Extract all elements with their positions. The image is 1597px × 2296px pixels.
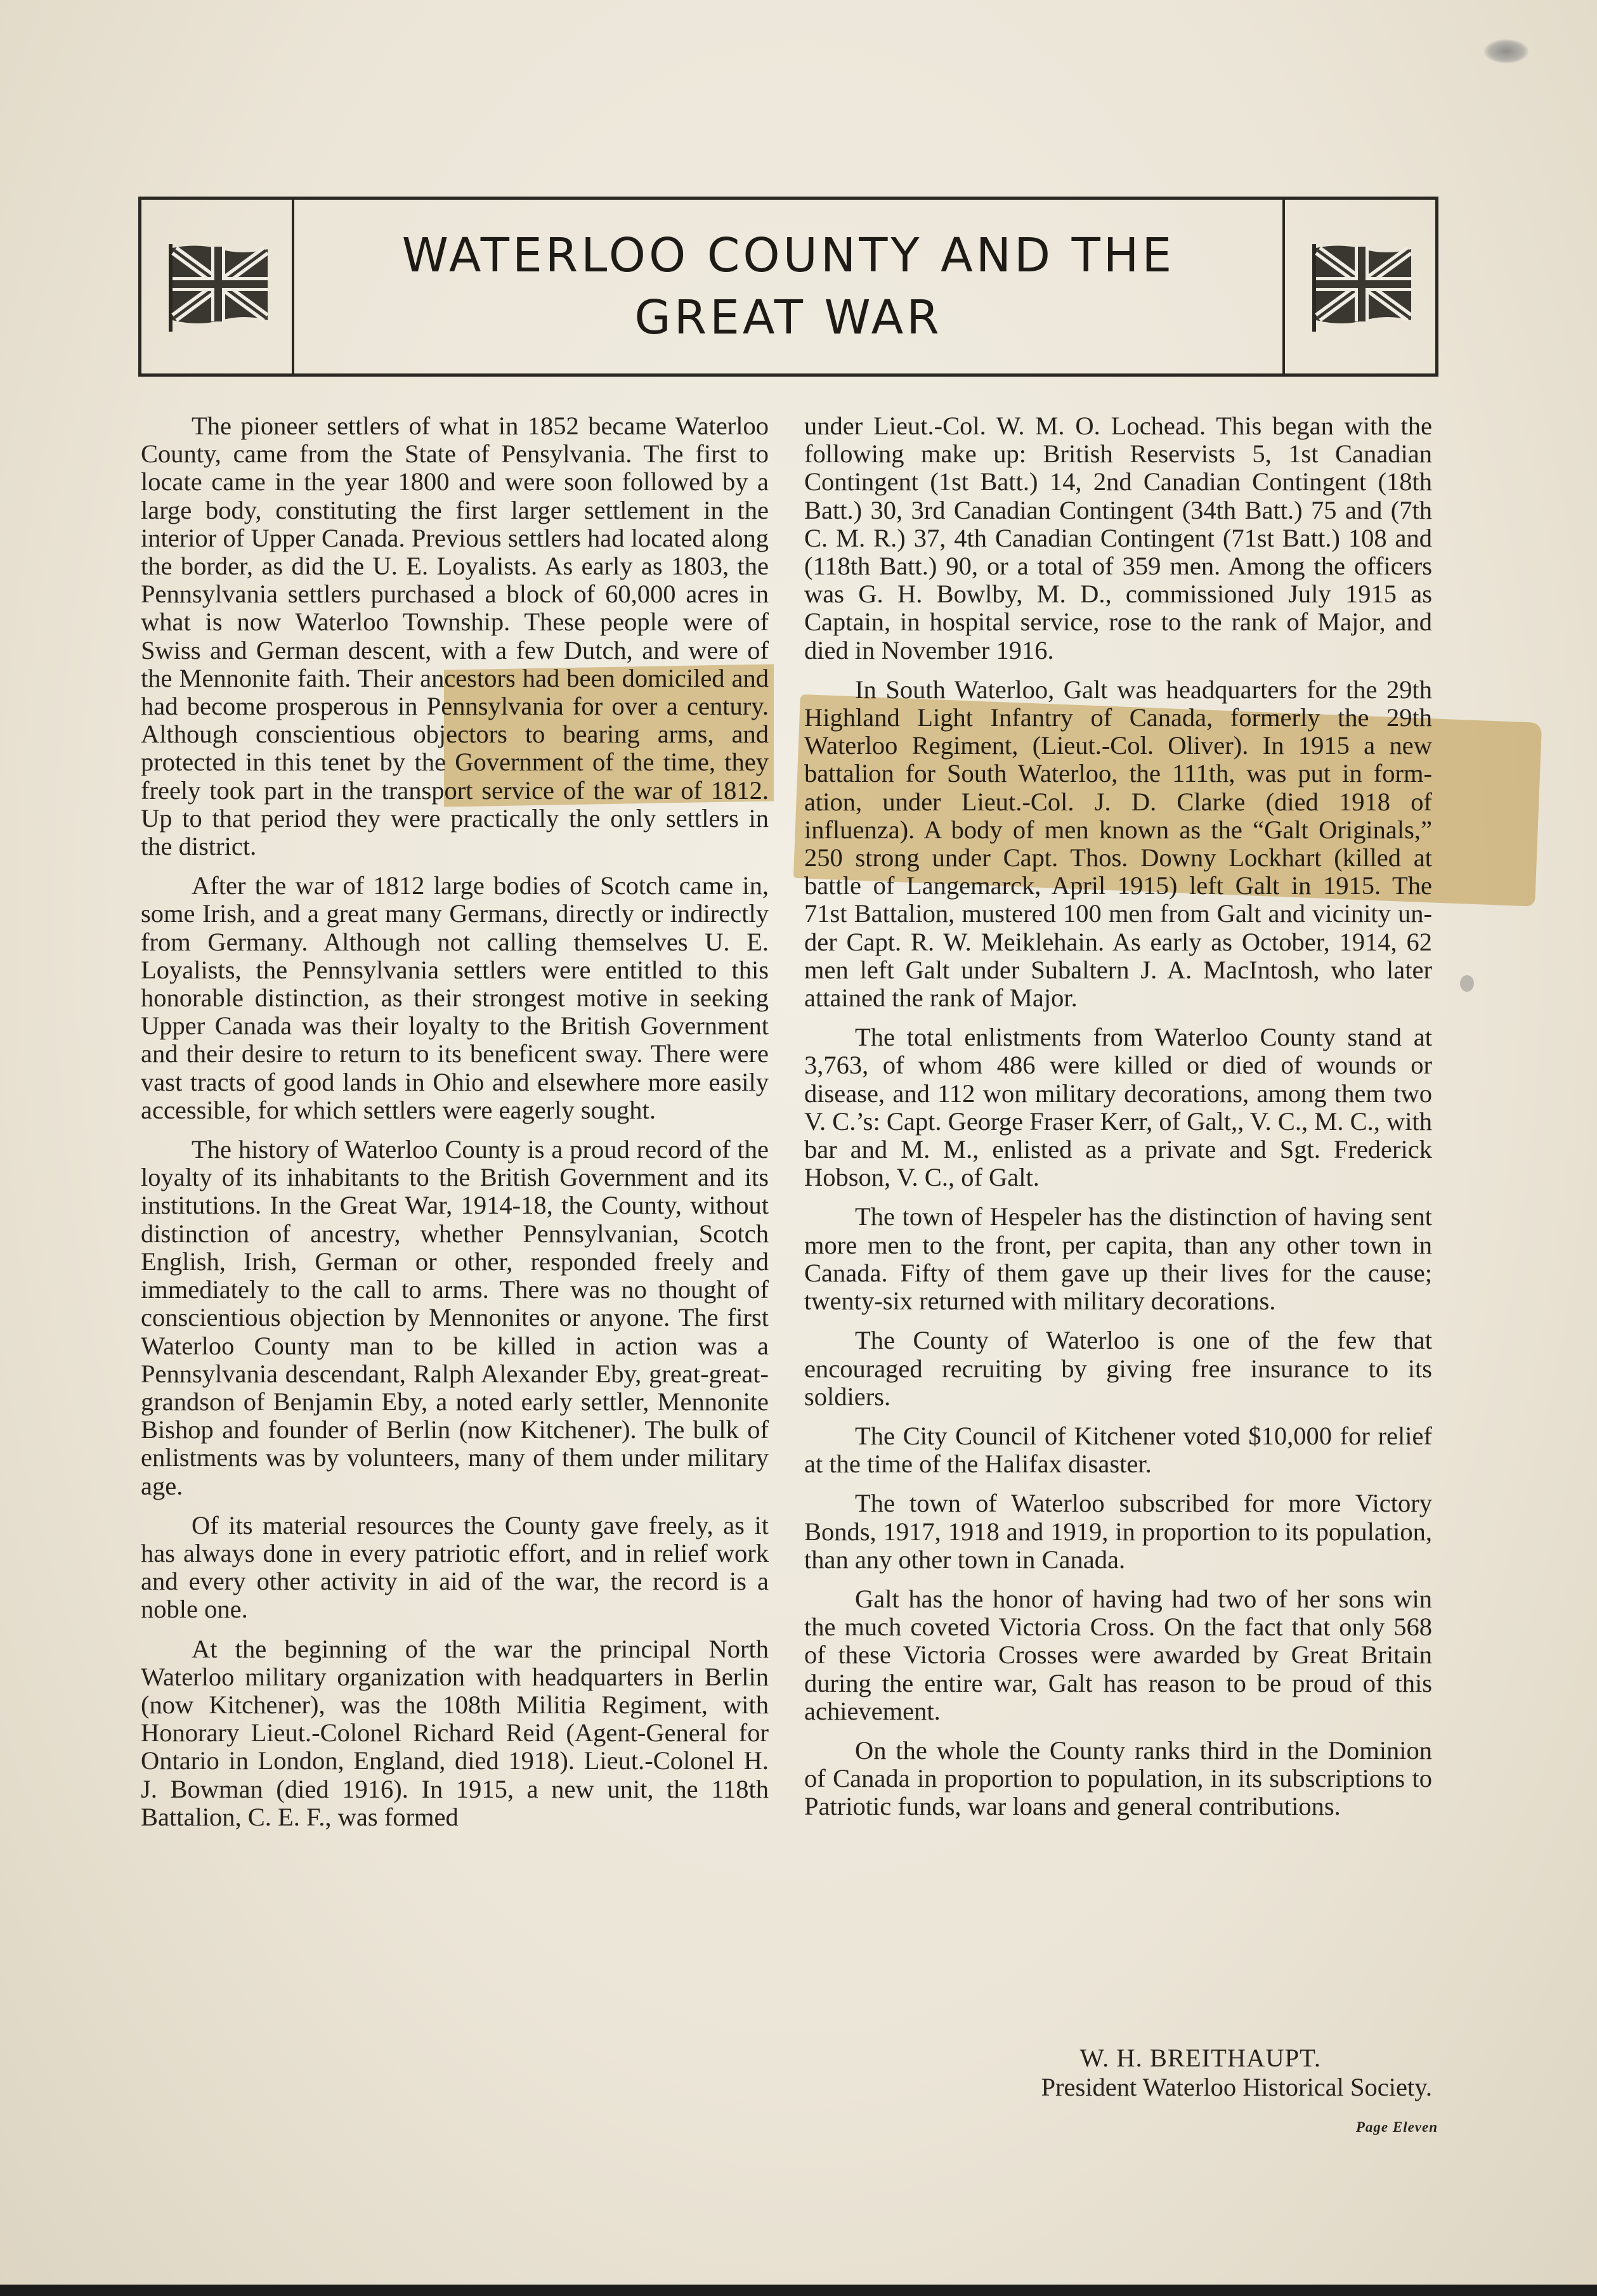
union-jack-flag-icon xyxy=(1307,239,1414,334)
paragraph: On the whole the County ranks third in the Dominion of Canada in proportion to population, in its subscriptions to Patriotic funds, war loans and general contributions. xyxy=(804,1735,1432,1821)
left-column xyxy=(141,412,769,1843)
paragraph: The pioneer settlers of what in 1852 became Waterloo County, came from the State of Pensylvania. The first to locate came in the year 1800 and were soon followed by a large body, constituting the first larger settlement in the interior of Upper Canada. Previous settlers had located along the border, as did the U. E. Loyalists. As early as 1803, the Pennsylvania settlers purchased a block of 60,000 acres in what is now Waterloo Township. These people were of Swiss and German descent, with a few Dutch, and were of the Mennonite faith. Their ancestors had been domiciled and had become prosperous in Pennsylvania for over a century. Although conscientious objectors to bearing arms, and protected in this tenet by the Government of the time, they freely took part in the transport service of the war of 1812. Up to that period they were practically the only settlers in the district. xyxy=(141,412,769,861)
paragraph: At the beginning of the war the principal North Waterloo military organization with headquarters in Berlin (now Kitchener), was the 108th Militia Regiment, with Honorary Lieut.-Colonel Richard Reid (Agent-General for Ontario in London, England, died 1918). Lieut.-Colonel H. J. Bowman (died 1916). In 1915, a new unit, the 118th Battalion, C. E. F., was formed xyxy=(141,1634,769,1831)
paragraph: The town of Waterloo subscribed for more Victory Bonds, 1917, 1918 and 1919, in proportion to its population, than any other town in Canada. xyxy=(804,1489,1432,1574)
author-name: W. H. BREITHAUPT. xyxy=(1079,2044,1321,2072)
paragraph: After the war of 1812 large bodies of Scotch came in, some Irish, and a great many Germans, directly or indirectly from Germany. Although not calling themselves U. E. Loyalists, the Pennsylvania settlers were entitled to this honorable distinction, as their strongest motive in seeking Upper Canada was their loyalty to the British Government and their desire to return to its beneficent sway. There were vast tracts of good lands in Ohio and elsewhere more easily accessible, for which settlers were eagerly sought. xyxy=(141,871,769,1124)
paragraph: In South Waterloo, Galt was headquarters for the 29th Highland Light Infantry of Canada, formerly the 29th Waterloo Regiment, (Lieut.-Col. Oliver). In 1915 a new battalion for South Waterloo, the 111th, was put in formation, under Lieut.-Col. J. D. Clarke (died 1918 of influenza). A body of men known as the “Galt Originals,” 250 strong under Capt. Thos. Downy Lockhart (killed at battle of Langemarck, April 1915) left Galt in 1915. The 71st Battalion, mustered 100 men from Galt and vicinity under Capt. R. W. Meiklehain. As early as October, 1914, 62 men left Galt under Subaltern J. A. MacIntosh, who later attained the rank of Major. xyxy=(804,675,1432,1013)
right-column xyxy=(804,412,1432,1832)
paragraph: The total enlistments from Waterloo County stand at 3,763, of whom 486 were killed or died of wounds or disease, and 112 won military decorations, among them two V. C.’s: Capt. George Fraser Kerr, of Galt,, V. C., M. C., with bar and M. M., enlisted as a private and Sgt. Frederick Hobson, V. C., of Galt. xyxy=(804,1023,1432,1192)
scan-edge xyxy=(0,2285,1597,2296)
title-banner xyxy=(138,197,1438,377)
paragraph: The town of Hespeler has the distinction of having sent more men to the front, per capita, than any other town in Canada. Fifty of them gave up their lives for the cause; twenty-six returned with military decorations. xyxy=(804,1202,1432,1316)
paragraph: under Lieut.-Col. W. M. O. Lochead. This began with the following make up: British Reservists 5, 1st Canadian Contingent (1st Batt.) 14, 2nd Canadian Contingent (18th Batt.) 30, 3rd Canadian Contingent (34th Batt.) 75 and (7th C. M. R.) 37, 4th Canadian Contingent (71st Batt.) 108 and (118th Batt.) 90, or a total of 359 men. Among the officers was G. H. Bowlby, M. D., commissioned July 1915 as Captain, in hospital service, rose to the rank of Major, and died in November 1916. xyxy=(804,412,1432,665)
paper-blemish-small xyxy=(1460,975,1474,992)
union-jack-flag-icon xyxy=(163,239,271,334)
paragraph: The City Council of Kitchener voted $10,000 for relief at the time of the Halifax disaster. xyxy=(804,1421,1432,1479)
paragraph: The County of Waterloo is one of the few that encouraged recruiting by giving free insurance to its soldiers. xyxy=(804,1326,1432,1411)
paragraph: Galt has the honor of having had two of her sons win the much coveted Victoria Cross. On the fact that only 568 of these Victoria Crosses were awarded by Great Britain during the entire war, Galt has reason to be proud of this achievement. xyxy=(804,1584,1432,1725)
page-title: WATERLOO COUNTY AND THE GREAT WAR xyxy=(401,228,1175,345)
paragraph: Of its material resources the County gave freely, as it has always done in every patriotic effort, and in relief work and every other activity in aid of the war, the record is a noble one. xyxy=(141,1510,769,1624)
signature-block xyxy=(804,2044,1432,2102)
page-number: Page Eleven xyxy=(1355,2119,1438,2135)
paragraph: The history of Waterloo County is a proud record of the loyalty of its inhabitants to the British Government and its institutions. In the Great War, 1914-18, the County, without distinction of ancestry, whether Pennsylvanian, Scotch English, Irish, German or other, responded freely and immediately to the call to arms. There was no thought of conscientious objection by Mennonites or anyone. The first Waterloo County man to be killed in action was a Pennsylvania descendant, Ralph Alexander Eby, great-great-grandson of Benjamin Eby, a noted early settler, Mennonite Bishop and founder of Berlin (now Kitchener). The bulk of enlistments was by volunteers, many of them under military age. xyxy=(141,1135,769,1500)
paper-blemish xyxy=(1484,39,1529,63)
flag-cell-left xyxy=(141,200,294,373)
flag-cell-right xyxy=(1282,200,1435,373)
author-title: President Waterloo Historical Society. xyxy=(1041,2073,1432,2101)
